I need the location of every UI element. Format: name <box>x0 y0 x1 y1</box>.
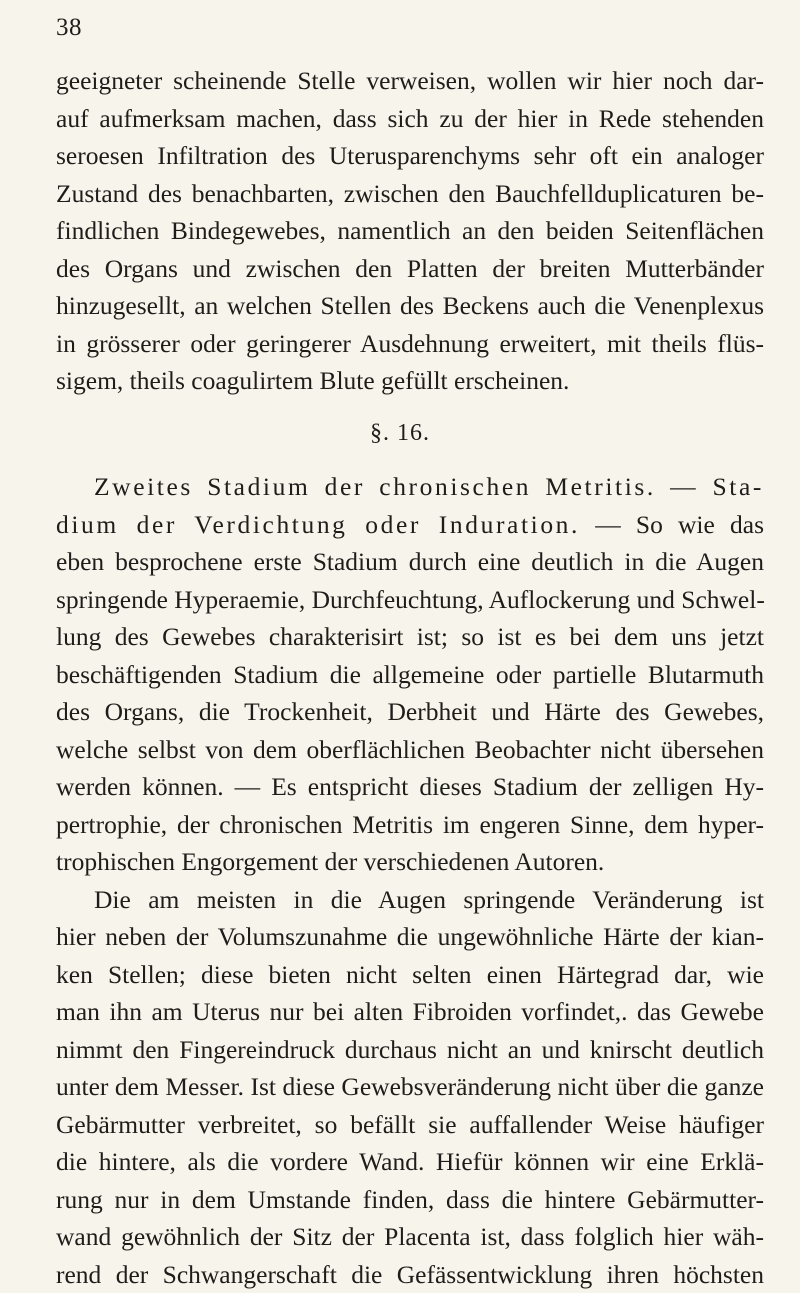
text-line: welche selbst von dem oberflächlichen Beobachter nicht übersehen <box>56 731 764 769</box>
text-line: werden können. — Es entspricht dieses Stadium der zelligen Hy- <box>56 768 764 806</box>
text-line: beschäftigenden Stadium die allgemeine oder partielle Blutarmuth <box>56 656 764 694</box>
text-line: die hintere, als die vordere Wand. Hiefür können wir eine Erklä- <box>56 1143 764 1181</box>
text-line: findlichen Bindegewebes, namentlich an den beiden Seitenflächen <box>56 212 764 250</box>
text-line: man ihn am Uterus nur bei alten Fibroiden vorfindet,. das Gewebe <box>56 993 764 1031</box>
text-line: des Organs, die Trockenheit, Derbheit und Härte des Gewebes, <box>56 693 764 731</box>
text-line: trophischen Engorgement der verschiedenen Autoren. <box>56 843 764 881</box>
text-line-rest: — So wie das <box>580 510 764 539</box>
text-line: unter dem Messer. Ist diese Gewebsveränderung nicht über die ganze <box>56 1068 764 1106</box>
text-line: nimmt den Fingereindruck durchaus nicht an und knirscht deutlich <box>56 1031 764 1069</box>
text-line: sigem, theils coagulirtem Blute gefüllt erscheinen. <box>56 362 764 400</box>
text-line: Gebärmutter verbreitet, so befällt sie auffallender Weise häufiger <box>56 1106 764 1144</box>
paragraph-2 <box>56 468 764 1293</box>
text-line: eben besprochene erste Stadium durch eine deutlich in die Augen <box>56 543 764 581</box>
text-line: lung des Gewebes charakterisirt ist; so ist es bei dem uns jetzt <box>56 618 764 656</box>
section-title-spaced: Zweites Stadium der chronischen Metritis. — Sta- <box>94 472 764 501</box>
paragraph-1 <box>56 62 764 400</box>
page-number: 38 <box>56 14 82 42</box>
text-line <box>56 506 764 544</box>
text-line: hinzugesellt, an welchen Stellen des Beckens auch die Venenplexus <box>56 287 764 325</box>
text-line: springende Hyperaemie, Durchfeuchtung, Auflockerung und Schwel- <box>56 581 764 619</box>
text-line: wand gewöhnlich der Sitz der Placenta ist, dass folglich hier wäh- <box>56 1218 764 1256</box>
text-line: seroesen Infiltration des Uterusparenchyms sehr oft ein analoger <box>56 137 764 175</box>
text-line <box>56 468 764 506</box>
text-line: auf aufmerksam machen, dass sich zu der hier in Rede stehenden <box>56 100 764 138</box>
text-line: hier neben der Volumszunahme die ungewöhnliche Härte der kian- <box>56 918 764 956</box>
text-line: in grösserer oder geringerer Ausdehnung erweitert, mit theils flüs- <box>56 325 764 363</box>
text-line: rung nur in dem Umstande finden, dass die hintere Gebärmutter- <box>56 1181 764 1219</box>
text-line: ken Stellen; diese bieten nicht selten einen Härtegrad dar, wie <box>56 956 764 994</box>
text-line: Die am meisten in die Augen springende Veränderung ist <box>56 881 764 919</box>
text-line: pertrophie, der chronischen Metritis im engeren Sinne, dem hyper- <box>56 806 764 844</box>
text-line: rend der Schwangerschaft die Gefässentwicklung ihren höchsten <box>56 1256 764 1293</box>
text-line: Zustand des benachbarten, zwischen den Bauchfellduplicaturen be- <box>56 175 764 213</box>
text-line: geeigneter scheinende Stelle verweisen, wollen wir hier noch dar- <box>56 62 764 100</box>
section-title-spaced: dium der Verdichtung oder Induration. <box>56 510 580 539</box>
section-heading: §. 16. <box>0 420 800 447</box>
text-line: des Organs und zwischen den Platten der breiten Mutterbänder <box>56 250 764 288</box>
